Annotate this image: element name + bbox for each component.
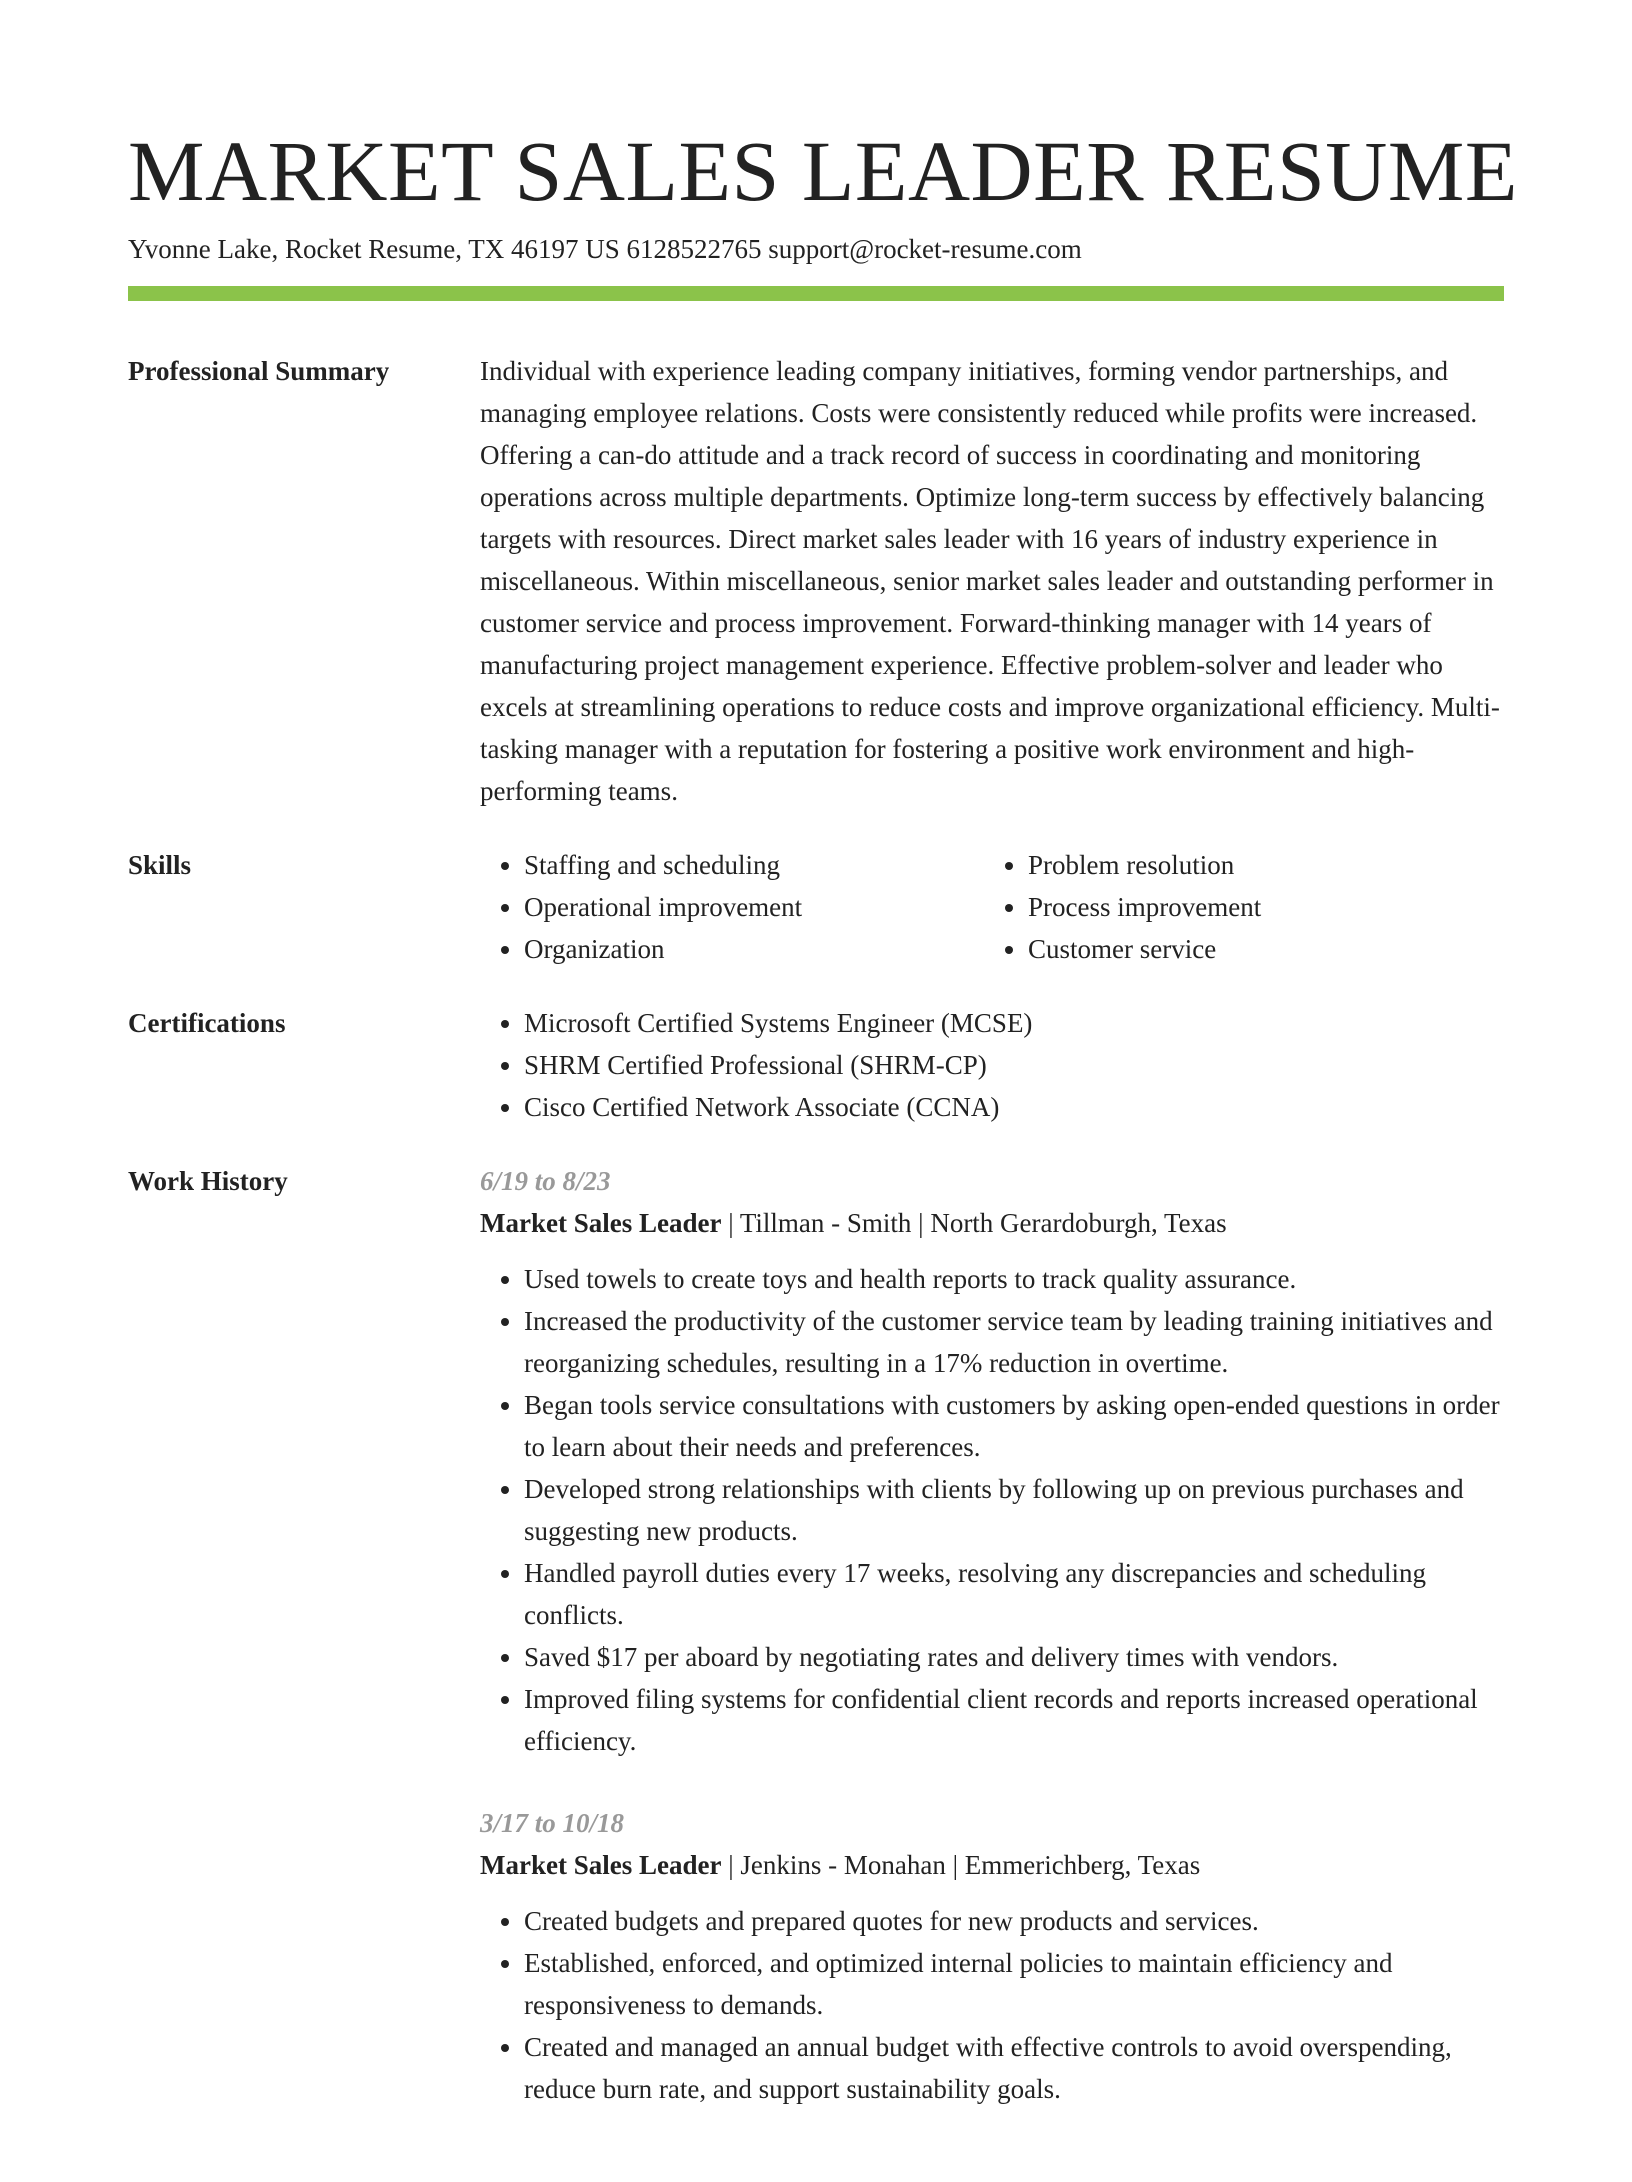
skill-item: • Operational improvement xyxy=(524,886,984,928)
skill-item: • Process improvement xyxy=(1028,886,1488,928)
resume-sections xyxy=(128,350,1504,2182)
job-bullet: • Developed strong relationships with clients by following up on previous purchases and suggesting new products. xyxy=(524,1468,1504,1552)
section-label-certifications: Certifications xyxy=(128,1008,286,1038)
job-title-line xyxy=(480,1844,1504,1886)
skills-grid xyxy=(480,844,1504,970)
job-bullet: • Created and managed an annual budget with effective controls to avoid overspending, reduce burn rate, and support sustainability goals. xyxy=(524,2026,1504,2110)
job-bullet: • Used towels to create toys and health reports to track quality assurance. xyxy=(524,1258,1504,1300)
job-entry xyxy=(480,1160,1504,1762)
skill-item: • Customer service xyxy=(1028,928,1488,970)
certifications-body xyxy=(480,1002,1504,1128)
job-details: | Jenkins - Monahan | Emmerichberg, Texas xyxy=(721,1850,1201,1880)
skills-column-right xyxy=(984,844,1488,970)
certifications-list xyxy=(480,1002,1504,1128)
accent-divider xyxy=(128,286,1504,301)
contact-line: Yvonne Lake, Rocket Resume, TX 46197 US 6128522765 support@rocket-resume.com xyxy=(128,234,1082,264)
job-bullet: • Handled payroll duties every 17 weeks, resolving any discrepancies and scheduling conflicts. xyxy=(524,1552,1504,1636)
job-role: Market Sales Leader xyxy=(480,1208,722,1238)
skill-item: • Organization xyxy=(524,928,984,970)
job-bullet: • Began tools service consultations with customers by asking open-ended questions in order to learn about their needs and preferences. xyxy=(524,1384,1504,1468)
skills-section xyxy=(128,844,1504,970)
job-role: Market Sales Leader xyxy=(480,1850,722,1880)
job-bullets xyxy=(480,1900,1504,2110)
certification-item: • Microsoft Certified Systems Engineer (MCSE) xyxy=(524,1002,1504,1044)
section-label-summary: Professional Summary xyxy=(128,356,390,386)
job-bullet: • Created budgets and prepared quotes for new products and services. xyxy=(524,1900,1504,1942)
skills-column-left xyxy=(480,844,984,970)
skills-list-right xyxy=(984,844,1488,970)
certifications-section xyxy=(128,1002,1504,1128)
summary-body xyxy=(480,350,1504,812)
job-title-line xyxy=(480,1202,1504,1244)
job-dates: 3/17 to 10/18 xyxy=(480,1808,625,1838)
skills-list-left xyxy=(480,844,984,970)
job-dates: 6/19 to 8/23 xyxy=(480,1166,611,1196)
certification-item: • Cisco Certified Network Associate (CCNA) xyxy=(524,1086,1504,1128)
job-bullet: • Improved filing systems for confidential client records and reports increased operational efficiency. xyxy=(524,1678,1504,1762)
section-label-skills: Skills xyxy=(128,850,192,880)
job-bullet: • Established, enforced, and optimized internal policies to maintain efficiency and responsiveness to demands. xyxy=(524,1942,1504,2026)
professional-summary-section xyxy=(128,350,1504,812)
job-entry xyxy=(480,1802,1504,2110)
work-history-body xyxy=(480,1160,1504,2150)
summary-text: Individual with experience leading company initiatives, forming vendor partnerships, and managing employee relations. Costs were consistently reduced while profits were increased. Offering a can-do attitude and a track record of success in coordinating and monitoring operations across multiple departments. Optimize long-term success by effectively balancing targets with resources. Direct market sales leader with 16 years of industry experience in miscellaneous. Within miscellaneous, senior market sales leader and outstanding performer in customer service and process improvement. Forward-thinking manager with 14 years of manufacturing project management experience. Effective problem-solver and leader who excels at streamlining operations to reduce costs and improve organizational efficiency. Multi-tasking manager with a reputation for fostering a positive work environment and high-performing teams. xyxy=(480,356,1500,806)
skill-item: • Problem resolution xyxy=(1028,844,1488,886)
job-bullet: • Saved $17 per aboard by negotiating rates and delivery times with vendors. xyxy=(524,1636,1504,1678)
work-history-section xyxy=(128,1160,1504,2150)
job-bullets xyxy=(480,1258,1504,1762)
job-details: | Tillman - Smith | North Gerardoburgh, Texas xyxy=(721,1208,1227,1238)
certification-item: • SHRM Certified Professional (SHRM-CP) xyxy=(524,1044,1504,1086)
skill-item: • Staffing and scheduling xyxy=(524,844,984,886)
job-bullet: • Increased the productivity of the customer service team by leading training initiatives and reorganizing schedules, resulting in a 17% reduction in overtime. xyxy=(524,1300,1504,1384)
resume-title: MARKET SALES LEADER RESUME xyxy=(128,123,1518,219)
section-label-work-history: Work History xyxy=(128,1166,288,1196)
